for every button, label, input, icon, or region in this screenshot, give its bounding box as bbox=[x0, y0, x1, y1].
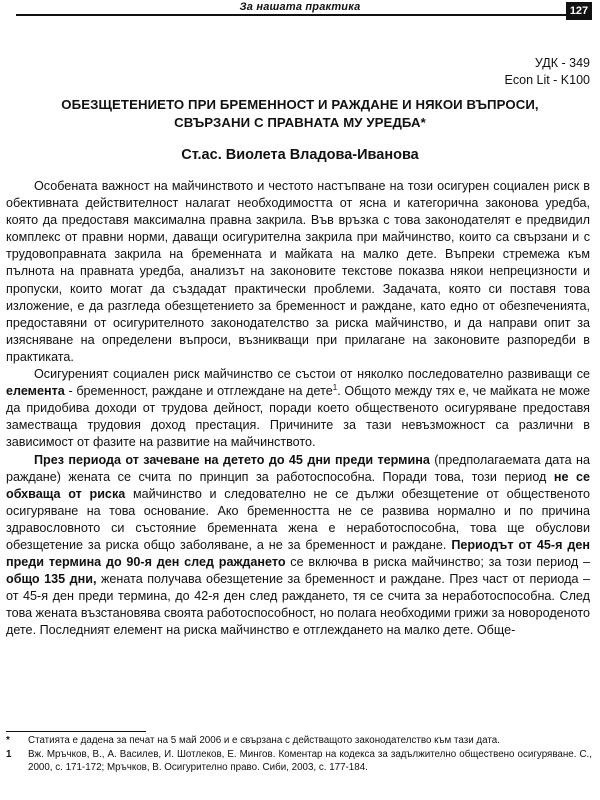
footnote-mark: 1 bbox=[6, 749, 12, 761]
footnote-text: Вж. Мръчков, В., А. Василев, И. Шотлеков, Е. Мингов. Коментар на кодекса за задължително обществено осигуряване. С., 2000, с. 171-172; Мръчков, В. Осигурително право. Сиби, 2003, с. 177-184. bbox=[28, 749, 592, 773]
paragraph-2-text-d: . Общото между тях е, че майката не може да придобива доходи от трудова дейност, поради което общественото осигуряване предоставя заместваща трудовия доход престация. Причините за тази невъзможност са различни в зависимост от фазите на развитие на майчинството. bbox=[6, 384, 590, 450]
classification-codes bbox=[505, 55, 590, 89]
paragraph-3-text-b: (предполагаемата дата на раждане) жената се счита по принцип за работоспособна. Поради това, този период bbox=[6, 452, 590, 484]
header-rule bbox=[16, 14, 566, 16]
paragraph-3-text-h: жената получава обезщетение за бременност и раждане. През част от периода – от 45-я ден преди термина, до 42-я ден след раждането, тя се счита за неработоспособна. След това жената възстановява своята работоспособност, но полага необходими грижи за новороденото дете. Последният елемент на риска майчинство е отглеждането на малко дете. Обще- bbox=[6, 572, 590, 638]
paragraph-1 bbox=[6, 178, 590, 366]
footnote-text: Статията е дадена за печат на 5 май 2006 и е свързана с действащото законодателство към тази дата. bbox=[28, 735, 500, 746]
paragraph-3-emphasis-c: не се обхваща от риска bbox=[6, 469, 590, 501]
running-title: За нашата практика bbox=[239, 1, 361, 13]
footnote bbox=[6, 749, 592, 774]
paragraph-3-text-f: се включва в риска майчинство; за този период – bbox=[285, 555, 591, 570]
footnotes bbox=[6, 735, 592, 776]
footnote bbox=[6, 735, 592, 747]
article-title-line-2: СВЪРЗАНИ С ПРАВНАТА МУ УРЕДБА* bbox=[174, 115, 426, 130]
paragraph-3-text-d: майчинство и следователно не се дължи обезщетение от общественото осигуряване на това основание. Ако бременността не се развива нормално и по причина здравословното си състояние бременната жена е неработоспособна, това ще обуслови обезщетение за риска общо заболяване, а не за бременност и раждане. bbox=[6, 486, 590, 552]
paragraph-2 bbox=[6, 366, 590, 451]
paragraph-2-text-a: Осигуреният социален риск майчинство се състои от няколко последователно развиващи се bbox=[34, 367, 590, 382]
paragraph-3 bbox=[6, 452, 590, 640]
article-title bbox=[0, 96, 600, 132]
running-header bbox=[0, 0, 600, 22]
footnote-ref-1[interactable]: 1 bbox=[332, 382, 338, 392]
article-title-line-1: ОБЕЗЩЕТЕНИЕТО ПРИ БРЕМЕННОСТ И РАЖДАНЕ И НЯКОИ ВЪПРОСИ, bbox=[61, 97, 539, 112]
paragraph-1-text: Особената важност на майчинството и честото настъпване на този осигурен социален риск в обективната действителност налагат необходимостта от ясна и категорична законова уредба, която да предоставя максимална правна закрила. Във връзка с това законодателят е предвидил комплекс от правни норми, даващи осигурителна закрила при майчинство, които са свързани и с трудовоправната закрила на бременната и майката на малко дете. Въпреки стремежа към пълнота на правната уредба, анализът на законовите текстове показва някои непрецизности и пропуски, които могат да създадат практически проблеми. Задачата, която си поставя това изложение, е да разгледа обезщетението за бременност и раждане, като едно от обезпеченията, предоставяни от осигурителното законодателство за риска майчинство, и да направи опит за изясняване на определени въпроси, възникващи при прилагане на законовите разпоредби в практиката. bbox=[6, 179, 590, 364]
footnote-rule bbox=[6, 731, 146, 732]
footnote-mark: * bbox=[6, 735, 10, 746]
article-body bbox=[6, 178, 590, 640]
paragraph-3-emphasis-e: Периодът от 45-я ден преди термина до 90-я ден след раждането bbox=[6, 537, 590, 570]
udk-code: УДК - 349 bbox=[534, 56, 590, 70]
article-author: Ст.ас. Виолета Владова-Иванова bbox=[181, 147, 419, 163]
paragraph-3-emphasis-g: общо 135 дни, bbox=[6, 572, 97, 587]
paragraph-2-text-c: - бременност, раждане и отглеждане на дете bbox=[64, 384, 333, 399]
page-number: 127 bbox=[566, 2, 592, 20]
paragraph-3-emphasis-a: През периода от зачеване на детето до 45 дни преди термина bbox=[34, 452, 430, 467]
paragraph-2-emphasis: елемента bbox=[6, 384, 65, 399]
econlit-code: Econ Lit - K100 bbox=[504, 73, 590, 87]
